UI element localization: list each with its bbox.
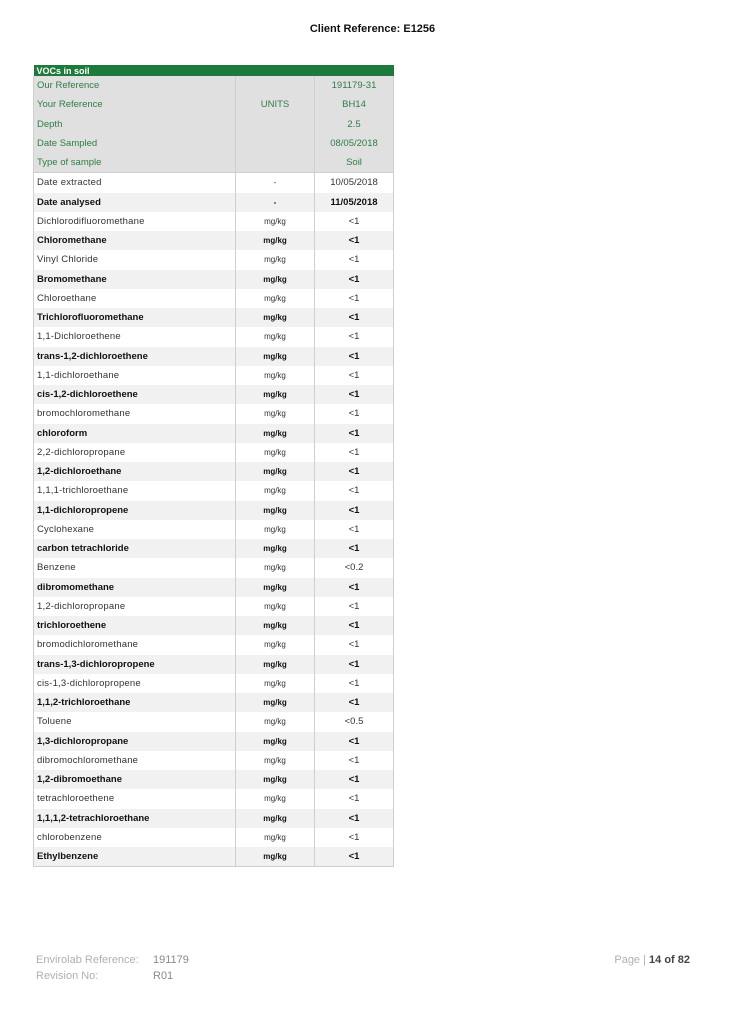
- analyte-name: tetrachloroethene: [34, 789, 236, 808]
- analyte-unit: mg/kg: [236, 347, 315, 366]
- analyte-name: trans-1,3-dichloropropene: [34, 655, 236, 674]
- analyte-value: <1: [315, 424, 394, 443]
- table-row: [34, 655, 394, 674]
- analyte-unit: mg/kg: [236, 385, 315, 404]
- analyte-name: Dichlorodifluoromethane: [34, 212, 236, 231]
- meta-label: Our Reference: [34, 76, 236, 95]
- meta-value: Soil: [315, 153, 394, 173]
- meta-row: [34, 76, 394, 95]
- analyte-name: 1,2-dichloroethane: [34, 462, 236, 481]
- analyte-value: <1: [315, 732, 394, 751]
- meta-label: Your Reference: [34, 95, 236, 114]
- analyte-unit: mg/kg: [236, 520, 315, 539]
- table-row: [34, 597, 394, 616]
- meta-unit: [236, 153, 315, 173]
- analyte-name: 1,1,1,2-tetrachloroethane: [34, 809, 236, 828]
- analyte-value: 11/05/2018: [315, 193, 394, 212]
- analyte-value: <1: [315, 655, 394, 674]
- analyte-name: dibromomethane: [34, 578, 236, 597]
- table-row: [34, 501, 394, 520]
- meta-row: [34, 115, 394, 134]
- table-row: [34, 693, 394, 712]
- analyte-value: <1: [315, 327, 394, 346]
- analyte-unit: -: [236, 173, 315, 193]
- meta-unit: [236, 134, 315, 153]
- table-row: [34, 539, 394, 558]
- analyte-name: Toluene: [34, 712, 236, 731]
- table-title: VOCs in soil: [34, 65, 394, 76]
- table-row: [34, 674, 394, 693]
- analyte-unit: mg/kg: [236, 847, 315, 867]
- analyte-name: 2,2-dichloropropane: [34, 443, 236, 462]
- analyte-value: <1: [315, 347, 394, 366]
- analyte-unit: mg/kg: [236, 597, 315, 616]
- analyte-unit: mg/kg: [236, 424, 315, 443]
- analyte-name: Bromomethane: [34, 270, 236, 289]
- table-row: [34, 847, 394, 867]
- analyte-value: <1: [315, 520, 394, 539]
- analyte-unit: mg/kg: [236, 578, 315, 597]
- analyte-name: 1,2-dibromoethane: [34, 770, 236, 789]
- analyte-unit: mg/kg: [236, 712, 315, 731]
- analyte-name: Date extracted: [34, 173, 236, 193]
- analyte-unit: mg/kg: [236, 481, 315, 500]
- revision-number: [36, 968, 189, 984]
- revision-number-label: Revision No:: [36, 970, 99, 982]
- analyte-value: <1: [315, 385, 394, 404]
- table-row: [34, 462, 394, 481]
- page-title: Client Reference: E1256: [309, 23, 436, 35]
- table-row: [34, 558, 394, 577]
- table-row: [34, 231, 394, 250]
- table-row: [34, 520, 394, 539]
- analyte-unit: mg/kg: [236, 616, 315, 635]
- analyte-unit: -: [236, 193, 315, 212]
- analyte-unit: mg/kg: [236, 809, 315, 828]
- analyte-unit: mg/kg: [236, 674, 315, 693]
- table-row: [34, 443, 394, 462]
- analyte-name: 1,1-dichloropropene: [34, 501, 236, 520]
- analyte-value: <0.5: [315, 712, 394, 731]
- meta-value: BH14: [315, 95, 394, 114]
- analyte-unit: mg/kg: [236, 732, 315, 751]
- analyte-name: 1,1-dichloroethane: [34, 366, 236, 385]
- table-row: [34, 712, 394, 731]
- analyte-name: 1,2-dichloropropane: [34, 597, 236, 616]
- table-title-row: [34, 65, 394, 76]
- revision-number-value: R01: [153, 970, 174, 982]
- analyte-value: <1: [315, 366, 394, 385]
- meta-value: 2.5: [315, 115, 394, 134]
- analyte-name: Chloromethane: [34, 231, 236, 250]
- table-row: [34, 809, 394, 828]
- analyte-value: <1: [315, 404, 394, 423]
- table-row: [34, 424, 394, 443]
- analyte-value: <1: [315, 481, 394, 500]
- vocs-table: [33, 65, 394, 867]
- analyte-value: <1: [315, 462, 394, 481]
- analyte-unit: mg/kg: [236, 308, 315, 327]
- analyte-name: trichloroethene: [34, 616, 236, 635]
- meta-row: [34, 153, 394, 173]
- analyte-name: Trichlorofluoromethane: [34, 308, 236, 327]
- analyte-value: <1: [315, 231, 394, 250]
- analyte-unit: mg/kg: [236, 250, 315, 269]
- table-row: [34, 270, 394, 289]
- table-row: [34, 751, 394, 770]
- analyte-name: Ethylbenzene: [34, 847, 236, 867]
- table-row: [34, 212, 394, 231]
- analyte-unit: mg/kg: [236, 751, 315, 770]
- analyte-name: Vinyl Chloride: [34, 250, 236, 269]
- analyte-name: trans-1,2-dichloroethene: [34, 347, 236, 366]
- analyte-name: dibromochloromethane: [34, 751, 236, 770]
- footer-references: [36, 952, 189, 984]
- meta-label: Depth: [34, 115, 236, 134]
- analyte-unit: mg/kg: [236, 270, 315, 289]
- analyte-name: bromochloromethane: [34, 404, 236, 423]
- analyte-value: <1: [315, 809, 394, 828]
- analyte-value: <1: [315, 828, 394, 847]
- analyte-value: 10/05/2018: [315, 173, 394, 193]
- analyte-unit: mg/kg: [236, 789, 315, 808]
- analyte-unit: mg/kg: [236, 366, 315, 385]
- analyte-name: chloroform: [34, 424, 236, 443]
- analyte-name: Chloroethane: [34, 289, 236, 308]
- analyte-name: Cyclohexane: [34, 520, 236, 539]
- table-row: [34, 828, 394, 847]
- page-number-prefix: Page |: [614, 954, 646, 966]
- meta-row: [34, 134, 394, 153]
- analyte-value: <1: [315, 847, 394, 867]
- analyte-value: <1: [315, 616, 394, 635]
- meta-value: 191179-31: [315, 76, 394, 95]
- analyte-unit: mg/kg: [236, 770, 315, 789]
- analyte-unit: mg/kg: [236, 655, 315, 674]
- analyte-value: <1: [315, 674, 394, 693]
- table-row: [34, 635, 394, 654]
- table-row: [34, 578, 394, 597]
- analyte-unit: mg/kg: [236, 539, 315, 558]
- table-row: [34, 308, 394, 327]
- table-row: [34, 193, 394, 212]
- analyte-value: <1: [315, 578, 394, 597]
- analyte-unit: mg/kg: [236, 404, 315, 423]
- analyte-unit: mg/kg: [236, 828, 315, 847]
- meta-unit: [236, 115, 315, 134]
- table-row: [34, 481, 394, 500]
- analyte-value: <1: [315, 289, 394, 308]
- analyte-value: <1: [315, 635, 394, 654]
- analyte-value: <1: [315, 308, 394, 327]
- analyte-value: <1: [315, 789, 394, 808]
- meta-unit: [236, 76, 315, 95]
- analyte-unit: mg/kg: [236, 231, 315, 250]
- analyte-unit: mg/kg: [236, 693, 315, 712]
- envirolab-reference-label: Envirolab Reference:: [36, 954, 139, 966]
- analyte-unit: mg/kg: [236, 289, 315, 308]
- analyte-unit: mg/kg: [236, 462, 315, 481]
- meta-row: [34, 95, 394, 114]
- analyte-unit: mg/kg: [236, 501, 315, 520]
- table-row: [34, 366, 394, 385]
- table-row: [34, 289, 394, 308]
- analyte-name: 1,3-dichloropropane: [34, 732, 236, 751]
- analyte-value: <1: [315, 693, 394, 712]
- meta-unit: UNITS: [236, 95, 315, 114]
- table-row: [34, 789, 394, 808]
- analyte-value: <1: [315, 539, 394, 558]
- analyte-name: bromodichloromethane: [34, 635, 236, 654]
- analyte-name: chlorobenzene: [34, 828, 236, 847]
- meta-value: 08/05/2018: [315, 134, 394, 153]
- analyte-value: <1: [315, 250, 394, 269]
- analyte-unit: mg/kg: [236, 635, 315, 654]
- analyte-value: <1: [315, 501, 394, 520]
- table-row: [34, 173, 394, 193]
- table-row: [34, 616, 394, 635]
- analyte-name: cis-1,3-dichloropropene: [34, 674, 236, 693]
- analyte-name: carbon tetrachloride: [34, 539, 236, 558]
- analyte-value: <0.2: [315, 558, 394, 577]
- page-number-value: 14 of 82: [649, 954, 690, 966]
- table-row: [34, 385, 394, 404]
- page-number: [614, 954, 690, 966]
- meta-label: Type of sample: [34, 153, 236, 173]
- analyte-unit: mg/kg: [236, 212, 315, 231]
- table-row: [34, 404, 394, 423]
- meta-label: Date Sampled: [34, 134, 236, 153]
- analyte-value: <1: [315, 270, 394, 289]
- analyte-name: 1,1-Dichloroethene: [34, 327, 236, 346]
- analyte-name: Date analysed: [34, 193, 236, 212]
- analyte-value: <1: [315, 597, 394, 616]
- table-row: [34, 347, 394, 366]
- analyte-name: cis-1,2-dichloroethene: [34, 385, 236, 404]
- table-row: [34, 732, 394, 751]
- analyte-value: <1: [315, 443, 394, 462]
- table-row: [34, 327, 394, 346]
- analyte-value: <1: [315, 770, 394, 789]
- envirolab-reference-value: 191179: [153, 954, 189, 966]
- envirolab-reference: [36, 952, 189, 968]
- analyte-value: <1: [315, 212, 394, 231]
- analyte-name: 1,1,2-trichloroethane: [34, 693, 236, 712]
- analyte-unit: mg/kg: [236, 327, 315, 346]
- analyte-unit: mg/kg: [236, 558, 315, 577]
- table-row: [34, 770, 394, 789]
- vocs-table-body: [34, 65, 394, 867]
- table-row: [34, 250, 394, 269]
- analyte-name: 1,1,1-trichloroethane: [34, 481, 236, 500]
- analyte-name: Benzene: [34, 558, 236, 577]
- analyte-value: <1: [315, 751, 394, 770]
- analyte-unit: mg/kg: [236, 443, 315, 462]
